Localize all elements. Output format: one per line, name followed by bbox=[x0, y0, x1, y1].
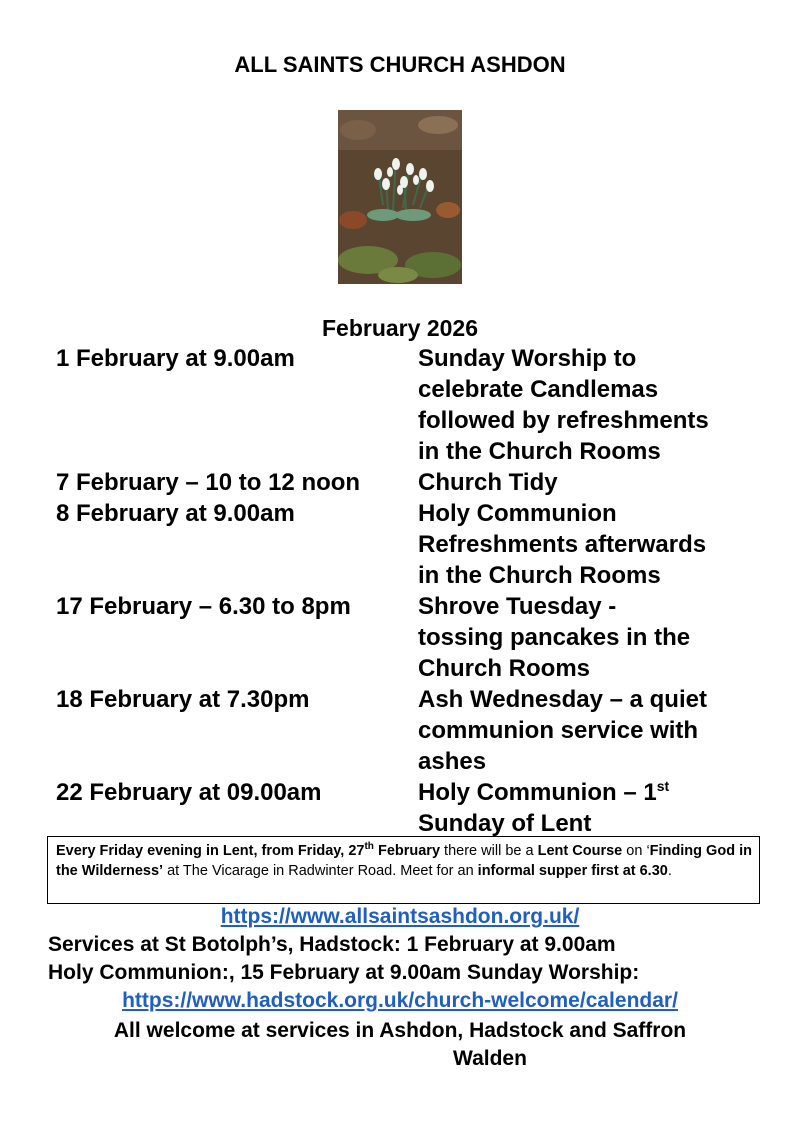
event-description-line: followed by refreshments bbox=[418, 407, 709, 434]
event-date: 17 February – 6.30 to 8pm bbox=[56, 593, 351, 620]
notice-text: informal supper first at 6.30 bbox=[477, 863, 668, 879]
event-description-line: Church Rooms bbox=[418, 655, 591, 682]
event-description-line: Church Tidy bbox=[418, 469, 558, 496]
event-description bbox=[418, 591, 776, 684]
notice-text: Finding God in the Wilderness’ bbox=[56, 843, 752, 879]
event-row bbox=[56, 684, 776, 777]
notice-text: February bbox=[373, 843, 441, 859]
event-description bbox=[418, 777, 776, 839]
notice-text: there will be a bbox=[440, 843, 538, 859]
event-date: 22 February at 09.00am bbox=[56, 779, 322, 806]
event-description-line: tossing pancakes in the bbox=[418, 624, 691, 651]
website-link-container bbox=[0, 905, 800, 929]
notice-text: at The Vicarage in Radwinter Road. Meet for an bbox=[163, 863, 478, 879]
event-list bbox=[56, 343, 776, 839]
hadstock-services-line: Holy Communion:, 15 February at 9.00am Sunday Worship: bbox=[48, 961, 640, 984]
ordinal-suffix: st bbox=[656, 778, 670, 794]
event-description-line: Sunday Worship to bbox=[418, 345, 637, 372]
event-description-line: ashes bbox=[418, 748, 487, 775]
event-description-line: in the Church Rooms bbox=[418, 562, 661, 589]
event-description bbox=[418, 467, 776, 498]
event-row bbox=[56, 343, 776, 467]
event-description-line: Refreshments afterwards bbox=[418, 531, 707, 558]
notice-text: on ‘ bbox=[622, 843, 650, 859]
hadstock-services-line: Services at St Botolph’s, Hadstock: 1 February at 9.00am bbox=[48, 933, 616, 956]
notice-text: Every Friday evening in Lent, from Friday, 27 bbox=[56, 843, 365, 859]
event-description bbox=[418, 684, 776, 777]
ordinal-suffix: th bbox=[364, 841, 374, 853]
event-description-line: in the Church Rooms bbox=[418, 438, 661, 465]
event-date: 18 February at 7.30pm bbox=[56, 686, 310, 713]
event-row bbox=[56, 467, 776, 498]
event-description-line: Holy Communion bbox=[418, 500, 617, 527]
event-row bbox=[56, 777, 776, 839]
event-description-line: Ash Wednesday – a quiet bbox=[418, 686, 707, 713]
event-description-line: Shrove Tuesday - bbox=[418, 593, 617, 620]
welcome-message bbox=[60, 1017, 740, 1073]
event-date: 1 February at 9.00am bbox=[56, 345, 295, 372]
event-description-text: Holy Communion – 1 bbox=[418, 779, 657, 806]
welcome-line: All welcome at services in Ashdon, Hadstock and Saffron bbox=[113, 1019, 687, 1042]
event-row bbox=[56, 591, 776, 684]
snowdrops-photo bbox=[338, 110, 462, 284]
church-website-link[interactable]: https://www.allsaintsashdon.org.uk/ bbox=[220, 905, 580, 928]
event-description bbox=[418, 498, 776, 591]
lent-course-notice bbox=[47, 836, 760, 904]
event-date: 7 February – 10 to 12 noon bbox=[56, 469, 361, 496]
event-description bbox=[418, 343, 776, 467]
event-description-line: Sunday of Lent bbox=[418, 810, 592, 837]
event-description-line: communion service with bbox=[418, 717, 699, 744]
hadstock-link-container bbox=[0, 989, 800, 1013]
event-description-line bbox=[418, 777, 776, 808]
page-title: ALL SAINTS CHURCH ASHDON bbox=[234, 52, 566, 77]
welcome-line: Walden bbox=[453, 1047, 527, 1070]
event-date: 8 February at 9.00am bbox=[56, 500, 295, 527]
event-row bbox=[56, 498, 776, 591]
event-description-line: celebrate Candlemas bbox=[418, 376, 659, 403]
hadstock-calendar-link[interactable]: https://www.hadstock.org.uk/church-welcome/calendar/ bbox=[122, 989, 678, 1012]
calendar-month: February 2026 bbox=[322, 315, 478, 341]
notice-text: . bbox=[667, 863, 672, 879]
notice-text: Lent Course bbox=[537, 843, 623, 859]
